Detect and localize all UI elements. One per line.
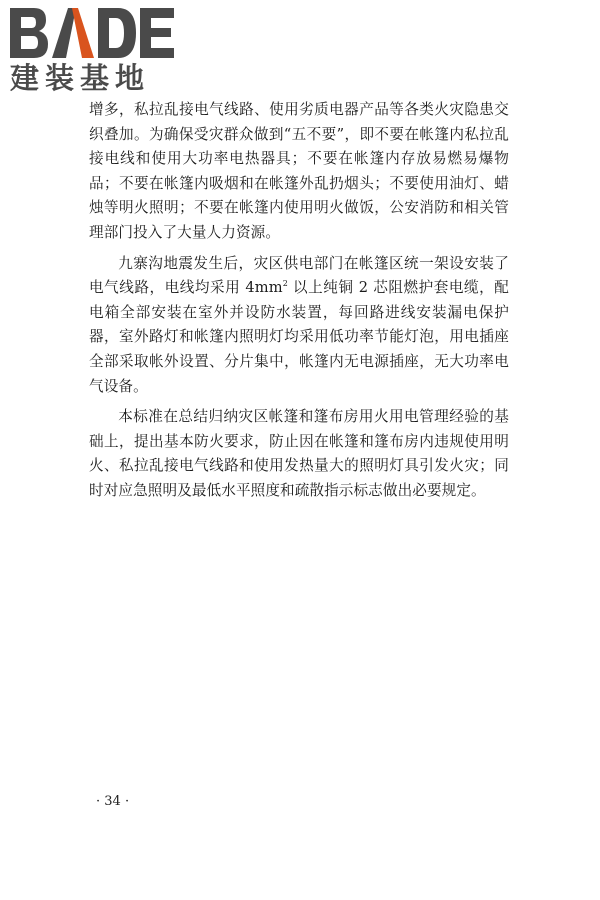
logo-letter-e [140, 8, 174, 58]
logo-letter-a-left [52, 8, 76, 58]
paragraph-text: 增多，私拉乱接电气线路、使用劣质电器产品等各类火灾隐患交织叠加。为确保受灾群众做到“五不要”，即不要在帐篷内私拉乱接电线和使用大功率电热器具；不要在帐篷内存放易燃易爆物品；不要在帐篷内吸烟和在帐篷外乱扔烟头；不要使用油灯、蜡烛等明火照明；不要在帐篷内使用明火做饭，公安消防和相关管理部门投入了大量人力资源。 [89, 101, 509, 241]
document-body [89, 98, 509, 510]
bade-logo-wordmark [8, 4, 176, 62]
body-paragraph [89, 252, 509, 400]
logo-subtitle: 建装基地 [10, 61, 151, 95]
paragraph-text: 本标准在总结归纳灾区帐篷和篷布房用火用电管理经验的基础上，提出基本防火要求，防止因在帐篷和篷布房内违规使用明火、私拉乱接电气线路和使用发热量大的照明灯具引发火灾；同时对应急照明及最低水平照度和疏散指示标志做出必要规定。 [89, 408, 509, 499]
body-paragraph [89, 98, 509, 246]
superscript: 2 [282, 279, 288, 289]
page-number: · 34 · [96, 794, 130, 809]
logo-letter-d [98, 8, 136, 58]
logo-letter-b [10, 8, 48, 58]
brand-logo [8, 4, 176, 96]
body-paragraph [89, 405, 509, 503]
paragraph-text: 以上纯铜 2 芯阻燃护套电缆，配电箱全部安装在室外并设防水装置，每回路进线安装漏电保护器，室外路灯和帐篷内照明灯均采用低功率节能灯泡，用电插座全部采取帐外设置、分片集中，帐篷内无电源插座，无大功率电气设备。 [89, 279, 509, 395]
logo-letter-a-right [72, 8, 94, 58]
paragraph-text: 九寨沟地震发生后，灾区供电部门在帐篷区统一架设安装了电气线路，电线均采用 4mm [89, 254, 509, 297]
